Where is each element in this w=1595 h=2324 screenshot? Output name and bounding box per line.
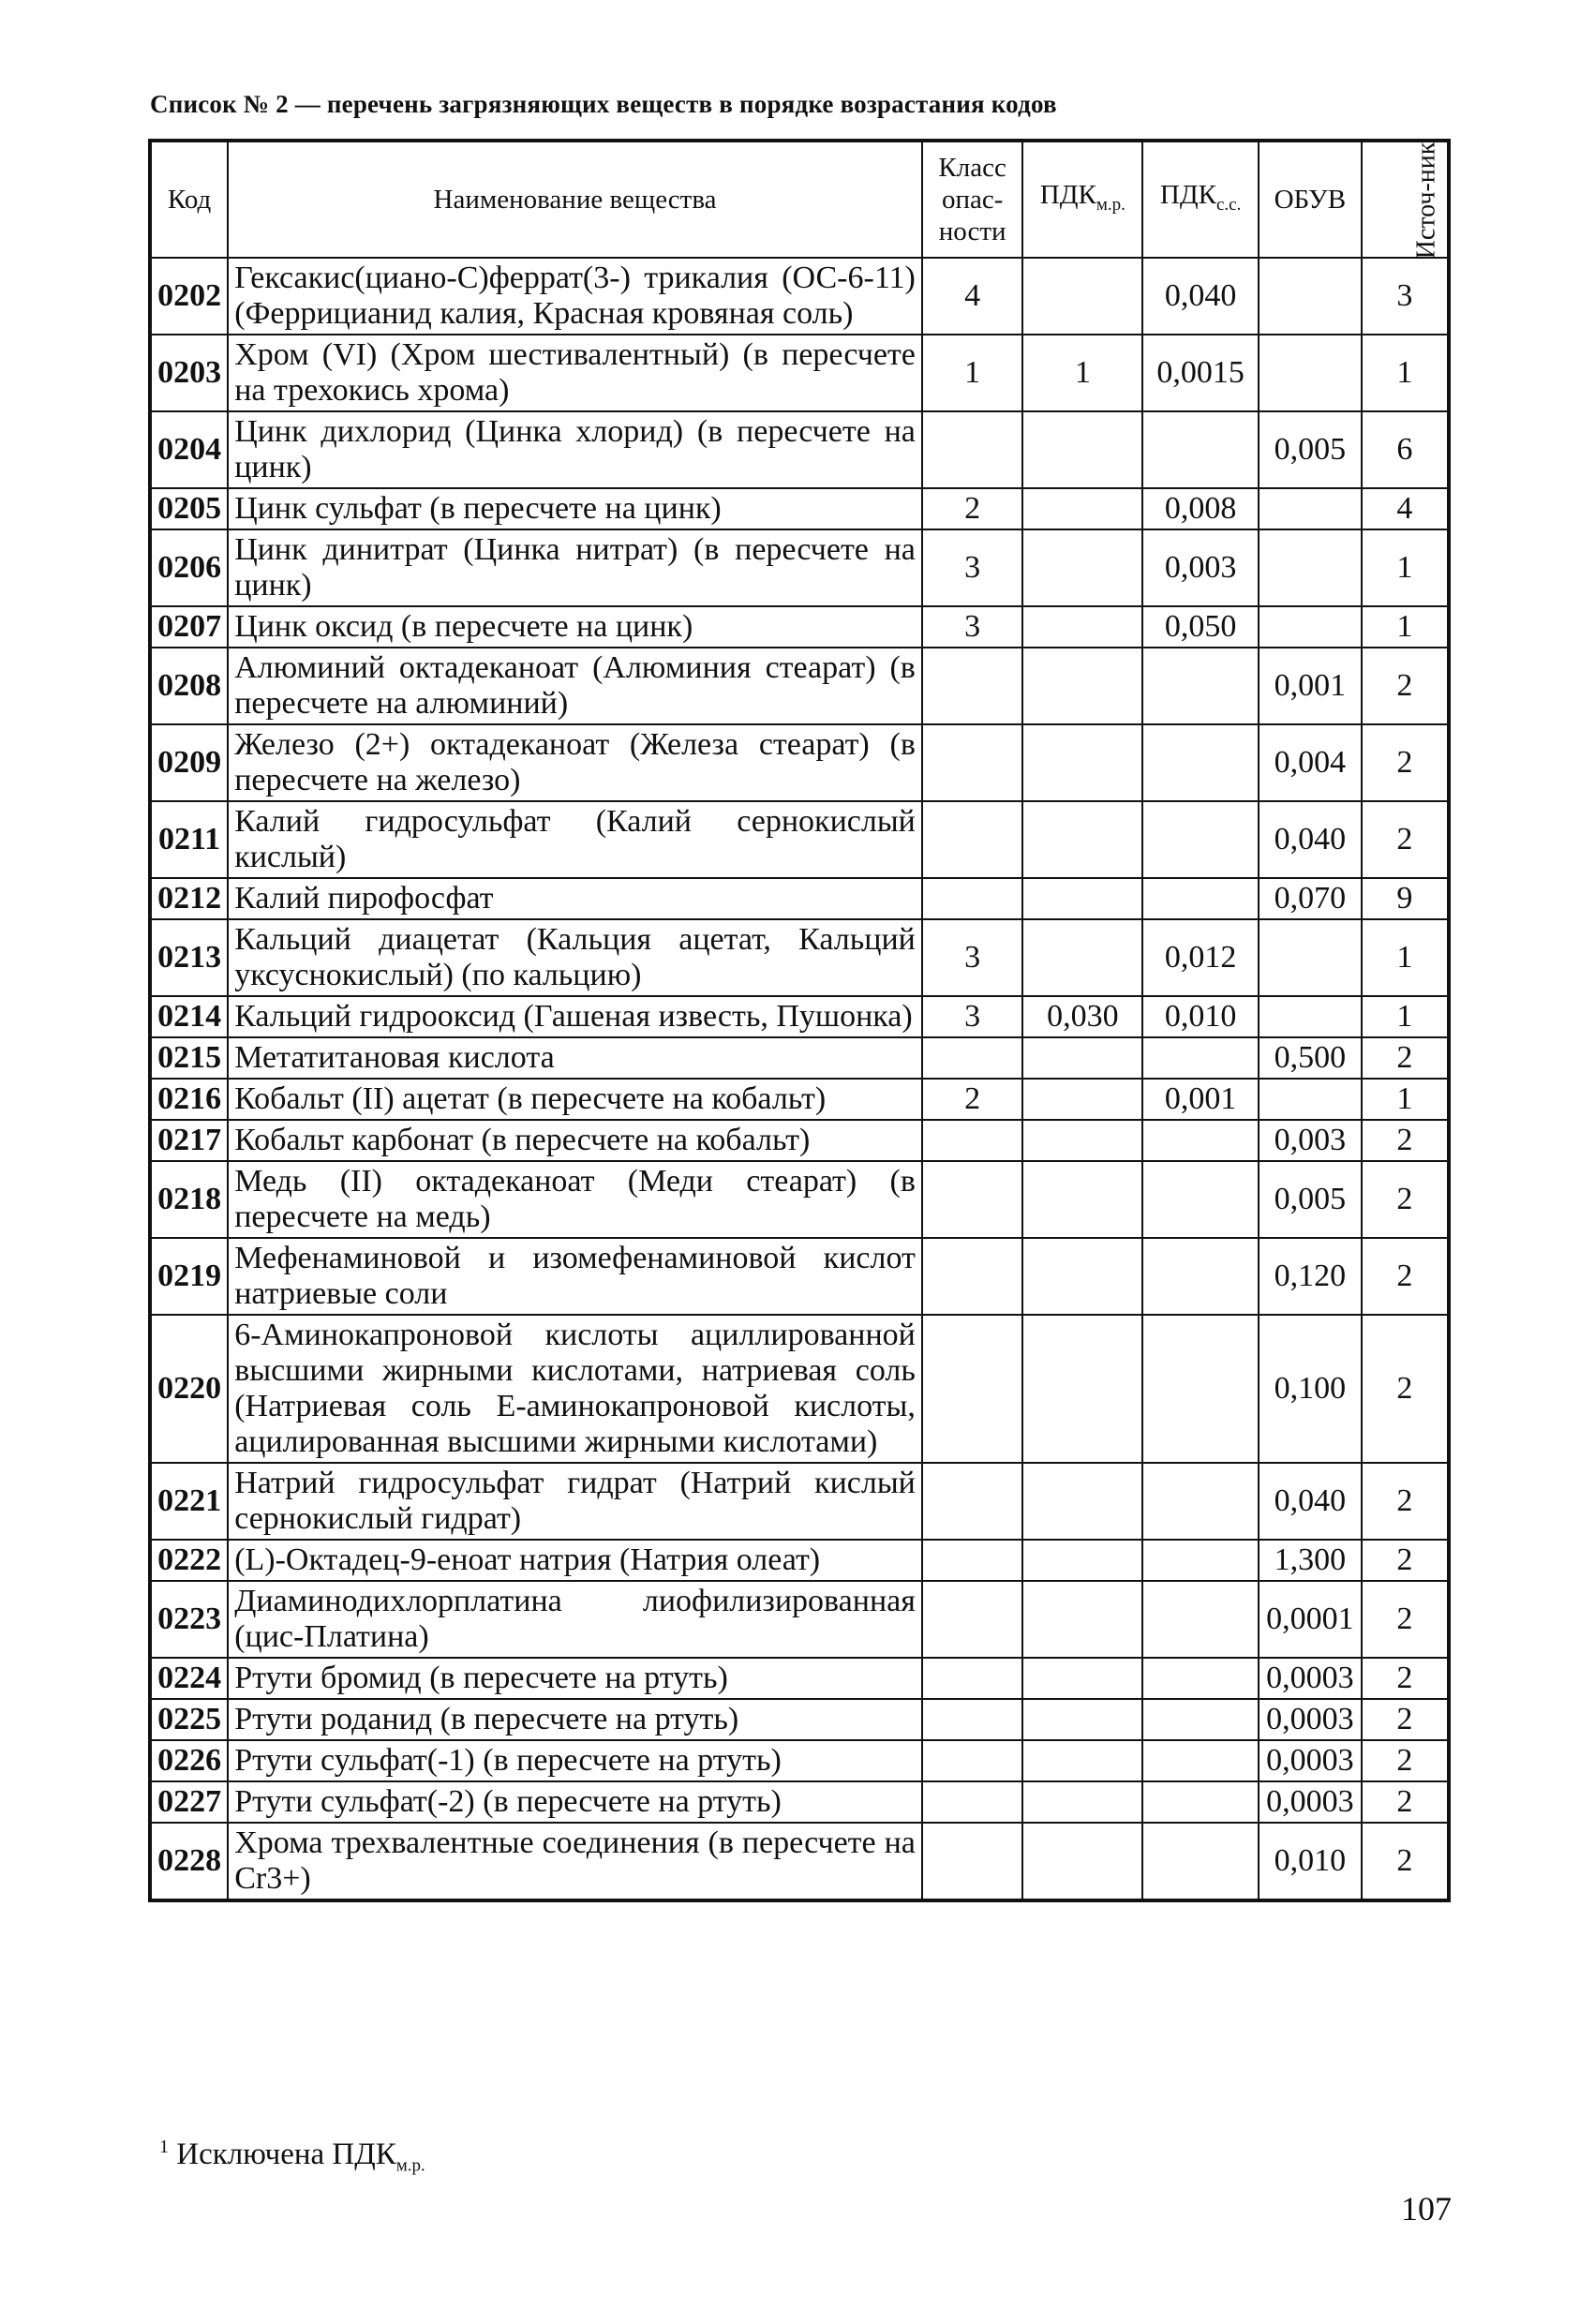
table-row	[150, 1037, 1449, 1079]
row-source: 1	[1362, 1079, 1449, 1120]
row-pdk-ss: 0,001	[1142, 1079, 1259, 1120]
row-obuv	[1259, 488, 1362, 529]
row-name: Калий пирофосфат	[228, 878, 922, 919]
row-source: 2	[1362, 1658, 1449, 1699]
row-hazard-class	[922, 878, 1023, 919]
table-row	[150, 878, 1449, 919]
row-pdk-ss: 0,040	[1142, 258, 1259, 335]
row-name: Ртути сульфат(-1) (в пересчете на ртуть)	[228, 1740, 922, 1781]
row-name: Кальций диацетат (Кальция ацетат, Кальций уксуснокислый) (по кальцию)	[228, 919, 922, 996]
row-pdk-mr	[1022, 258, 1142, 335]
row-name: Гексакис(циано-С)феррат(3-) трикалия (ОС-6-11) (Феррицианид калия, Красная кровяная соль)	[228, 258, 922, 335]
row-name: Натрий гидросульфат гидрат (Натрий кислый сернокислый гидрат)	[228, 1463, 922, 1540]
row-code: 0205	[150, 488, 228, 529]
footnote-mark: 1	[159, 2137, 169, 2157]
row-code: 0223	[150, 1581, 228, 1658]
row-pdk-ss: 0,050	[1142, 606, 1259, 648]
row-code: 0209	[150, 724, 228, 801]
row-hazard-class	[922, 1658, 1023, 1699]
row-obuv: 0,0003	[1259, 1699, 1362, 1740]
row-pdk-ss	[1142, 1699, 1259, 1740]
row-name: Кобальт карбонат (в пересчете на кобальт)	[228, 1120, 922, 1161]
table-row	[150, 1079, 1449, 1120]
row-pdk-mr: 0,030	[1022, 996, 1142, 1037]
row-pdk-mr	[1022, 529, 1142, 606]
header-pdk-ss-sub: с.с.	[1216, 194, 1242, 215]
row-pdk-ss	[1142, 801, 1259, 878]
row-code: 0220	[150, 1315, 228, 1463]
row-obuv: 0,100	[1259, 1315, 1362, 1463]
row-name: Метатитановая кислота	[228, 1037, 922, 1079]
table-row	[150, 1699, 1449, 1740]
row-obuv	[1259, 996, 1362, 1037]
row-name: Цинк дихлорид (Цинка хлорид) (в пересчете на цинк)	[228, 411, 922, 488]
table-row	[150, 1120, 1449, 1161]
row-pdk-ss	[1142, 1658, 1259, 1699]
row-code: 0214	[150, 996, 228, 1037]
row-source: 2	[1362, 1161, 1449, 1238]
row-hazard-class	[922, 1315, 1023, 1463]
row-obuv: 0,005	[1259, 411, 1362, 488]
table-row	[150, 411, 1449, 488]
row-pdk-ss	[1142, 1120, 1259, 1161]
row-source: 1	[1362, 996, 1449, 1037]
row-name: Диаминодихлорплатина лиофилизированная (цис-Платина)	[228, 1581, 922, 1658]
row-code: 0221	[150, 1463, 228, 1540]
row-source: 2	[1362, 724, 1449, 801]
table-row	[150, 919, 1449, 996]
row-hazard-class: 2	[922, 1079, 1023, 1120]
table-row	[150, 1740, 1449, 1781]
row-pdk-ss	[1142, 1581, 1259, 1658]
row-name: Медь (II) октадеканоат (Меди стеарат) (в пересчете на медь)	[228, 1161, 922, 1238]
row-code: 0227	[150, 1781, 228, 1823]
table-row	[150, 529, 1449, 606]
footnote-sub: м.р.	[395, 2155, 425, 2176]
row-name: Кальций гидрооксид (Гашеная известь, Пушонка)	[228, 996, 922, 1037]
row-name: Ртути роданид (в пересчете на ртуть)	[228, 1699, 922, 1740]
row-obuv	[1259, 919, 1362, 996]
row-pdk-mr	[1022, 1740, 1142, 1781]
row-pdk-ss	[1142, 1161, 1259, 1238]
row-pdk-ss	[1142, 411, 1259, 488]
row-obuv: 0,0003	[1259, 1781, 1362, 1823]
header-hazard-class	[922, 141, 1023, 258]
row-hazard-class	[922, 411, 1023, 488]
row-code: 0211	[150, 801, 228, 878]
row-pdk-mr	[1022, 724, 1142, 801]
row-name: Кобальт (II) ацетат (в пересчете на кобальт)	[228, 1079, 922, 1120]
substances-table	[148, 139, 1451, 1902]
row-pdk-ss	[1142, 1740, 1259, 1781]
row-hazard-class: 1	[922, 335, 1023, 411]
row-hazard-class	[922, 724, 1023, 801]
table-row	[150, 1581, 1449, 1658]
row-hazard-class	[922, 801, 1023, 878]
table-row	[150, 996, 1449, 1037]
row-name: Калий гидросульфат (Калий сернокислый кислый)	[228, 801, 922, 878]
row-pdk-mr	[1022, 1238, 1142, 1315]
row-code: 0228	[150, 1823, 228, 1900]
row-hazard-class	[922, 1699, 1023, 1740]
row-source: 2	[1362, 648, 1449, 724]
row-pdk-mr	[1022, 878, 1142, 919]
row-obuv	[1259, 529, 1362, 606]
row-source: 2	[1362, 1315, 1449, 1463]
row-source: 6	[1362, 411, 1449, 488]
row-name: Алюминий октадеканоат (Алюминия стеарат) (в пересчете на алюминий)	[228, 648, 922, 724]
row-hazard-class: 2	[922, 488, 1023, 529]
row-source: 2	[1362, 801, 1449, 878]
row-name: Хром (VI) (Хром шестивалентный) (в пересчете на трехокись хрома)	[228, 335, 922, 411]
row-pdk-mr	[1022, 1781, 1142, 1823]
row-code: 0225	[150, 1699, 228, 1740]
row-pdk-mr	[1022, 411, 1142, 488]
row-source: 2	[1362, 1037, 1449, 1079]
row-pdk-ss	[1142, 1463, 1259, 1540]
row-pdk-ss: 0,0015	[1142, 335, 1259, 411]
row-pdk-ss	[1142, 648, 1259, 724]
table-row	[150, 488, 1449, 529]
row-obuv: 0,120	[1259, 1238, 1362, 1315]
row-hazard-class	[922, 1238, 1023, 1315]
row-hazard-class: 3	[922, 996, 1023, 1037]
row-obuv: 1,300	[1259, 1540, 1362, 1581]
row-source: 2	[1362, 1781, 1449, 1823]
row-code: 0206	[150, 529, 228, 606]
row-code: 0217	[150, 1120, 228, 1161]
row-name: Цинк сульфат (в пересчете на цинк)	[228, 488, 922, 529]
header-pdk-ss	[1142, 141, 1259, 258]
row-code: 0216	[150, 1079, 228, 1120]
header-obuv: ОБУВ	[1259, 141, 1362, 258]
row-hazard-class: 3	[922, 919, 1023, 996]
row-code: 0202	[150, 258, 228, 335]
row-obuv	[1259, 258, 1362, 335]
table-row	[150, 1540, 1449, 1581]
row-obuv: 0,003	[1259, 1120, 1362, 1161]
header-source-label: Источ-ник	[1411, 142, 1441, 260]
header-hazard-class-line1: Класс	[938, 153, 1006, 183]
row-pdk-mr	[1022, 1079, 1142, 1120]
row-source: 9	[1362, 878, 1449, 919]
row-hazard-class	[922, 1540, 1023, 1581]
row-obuv: 0,040	[1259, 1463, 1362, 1540]
row-code: 0218	[150, 1161, 228, 1238]
header-pdk-mr-label: ПДК	[1039, 179, 1096, 210]
row-pdk-mr	[1022, 1463, 1142, 1540]
header-pdk-mr-sub: м.р.	[1096, 194, 1125, 215]
table-header-row	[150, 141, 1449, 258]
row-name: Ртути сульфат(-2) (в пересчете на ртуть)	[228, 1781, 922, 1823]
row-pdk-mr	[1022, 488, 1142, 529]
row-hazard-class: 4	[922, 258, 1023, 335]
header-name: Наименование вещества	[228, 141, 922, 258]
row-pdk-ss	[1142, 1315, 1259, 1463]
row-pdk-ss: 0,010	[1142, 996, 1259, 1037]
row-code: 0204	[150, 411, 228, 488]
row-obuv	[1259, 335, 1362, 411]
row-pdk-mr	[1022, 1315, 1142, 1463]
header-pdk-ss-label: ПДК	[1159, 179, 1216, 210]
row-code: 0224	[150, 1658, 228, 1699]
row-pdk-mr	[1022, 1540, 1142, 1581]
row-hazard-class	[922, 1581, 1023, 1658]
row-name: Ртути бромид (в пересчете на ртуть)	[228, 1658, 922, 1699]
table-row	[150, 648, 1449, 724]
page-number: 107	[1401, 2190, 1452, 2227]
table-row	[150, 335, 1449, 411]
table-body	[150, 258, 1449, 1900]
page-title: Список № 2 — перечень загрязняющих веществ в порядке возрастания кодов	[150, 90, 1057, 118]
table-row	[150, 1463, 1449, 1540]
row-code: 0215	[150, 1037, 228, 1079]
row-pdk-mr	[1022, 1037, 1142, 1079]
row-source: 1	[1362, 529, 1449, 606]
row-hazard-class	[922, 1823, 1023, 1900]
row-pdk-ss	[1142, 1540, 1259, 1581]
row-obuv: 0,004	[1259, 724, 1362, 801]
row-code: 0213	[150, 919, 228, 996]
row-name: Цинк динитрат (Цинка нитрат) (в пересчете на цинк)	[228, 529, 922, 606]
row-source: 2	[1362, 1238, 1449, 1315]
table-row	[150, 1161, 1449, 1238]
row-pdk-mr	[1022, 606, 1142, 648]
row-name: 6-Аминокапроновой кислоты ациллированной высшими жирными кислотами, натриевая соль (Натриевая соль Е-аминокапроновой кислоты, ацилированная высшими жирными кислотами)	[228, 1315, 922, 1463]
row-pdk-ss	[1142, 1781, 1259, 1823]
row-obuv	[1259, 606, 1362, 648]
row-pdk-ss: 0,008	[1142, 488, 1259, 529]
table-row	[150, 801, 1449, 878]
header-code: Код	[150, 141, 228, 258]
table-row	[150, 606, 1449, 648]
row-source: 2	[1362, 1823, 1449, 1900]
row-hazard-class	[922, 1463, 1023, 1540]
table-row	[150, 1658, 1449, 1699]
row-pdk-ss	[1142, 878, 1259, 919]
header-hazard-class-line3: ности	[938, 216, 1006, 246]
row-pdk-mr	[1022, 801, 1142, 878]
row-source: 2	[1362, 1540, 1449, 1581]
row-pdk-ss	[1142, 724, 1259, 801]
row-name: (L)-Октадец-9-еноат натрия (Натрия олеат)	[228, 1540, 922, 1581]
row-hazard-class	[922, 1120, 1023, 1161]
header-source	[1362, 141, 1449, 258]
row-pdk-mr: 1	[1022, 335, 1142, 411]
row-obuv: 0,070	[1259, 878, 1362, 919]
row-pdk-mr	[1022, 1161, 1142, 1238]
row-hazard-class	[922, 1740, 1023, 1781]
row-pdk-mr	[1022, 1658, 1142, 1699]
row-source: 1	[1362, 606, 1449, 648]
row-pdk-ss	[1142, 1037, 1259, 1079]
row-source: 2	[1362, 1581, 1449, 1658]
row-pdk-ss	[1142, 1238, 1259, 1315]
row-pdk-ss: 0,012	[1142, 919, 1259, 996]
table-row	[150, 1238, 1449, 1315]
row-obuv: 0,500	[1259, 1037, 1362, 1079]
row-hazard-class: 3	[922, 529, 1023, 606]
row-source: 2	[1362, 1463, 1449, 1540]
row-pdk-mr	[1022, 1823, 1142, 1900]
row-pdk-mr	[1022, 919, 1142, 996]
row-hazard-class	[922, 1037, 1023, 1079]
row-obuv: 0,0003	[1259, 1740, 1362, 1781]
row-source: 2	[1362, 1740, 1449, 1781]
row-obuv: 0,010	[1259, 1823, 1362, 1900]
row-name: Хрома трехвалентные соединения (в пересчете на Cr3+)	[228, 1823, 922, 1900]
row-code: 0208	[150, 648, 228, 724]
row-code: 0219	[150, 1238, 228, 1315]
row-pdk-mr	[1022, 648, 1142, 724]
row-pdk-ss: 0,003	[1142, 529, 1259, 606]
row-code: 0207	[150, 606, 228, 648]
header-hazard-class-line2: опас-	[941, 185, 1004, 215]
row-source: 1	[1362, 335, 1449, 411]
row-obuv: 0,040	[1259, 801, 1362, 878]
row-pdk-mr	[1022, 1120, 1142, 1161]
row-obuv: 0,005	[1259, 1161, 1362, 1238]
table-row	[150, 1823, 1449, 1900]
row-source: 2	[1362, 1699, 1449, 1740]
row-name: Железо (2+) октадеканоат (Железа стеарат) (в пересчете на железо)	[228, 724, 922, 801]
row-source: 3	[1362, 258, 1449, 335]
row-hazard-class	[922, 1161, 1023, 1238]
table-row	[150, 258, 1449, 335]
row-obuv: 0,0001	[1259, 1581, 1362, 1658]
row-pdk-mr	[1022, 1699, 1142, 1740]
row-hazard-class	[922, 648, 1023, 724]
footnote-text: Исключена ПДК	[176, 2138, 396, 2171]
row-name: Мефенаминовой и изомефенаминовой кислот натриевые соли	[228, 1238, 922, 1315]
footnote	[159, 2137, 425, 2177]
table-row	[150, 1315, 1449, 1463]
row-hazard-class	[922, 1781, 1023, 1823]
row-code: 0226	[150, 1740, 228, 1781]
row-obuv	[1259, 1079, 1362, 1120]
row-pdk-ss	[1142, 1823, 1259, 1900]
table-row	[150, 724, 1449, 801]
header-pdk-mr	[1022, 141, 1142, 258]
row-code: 0222	[150, 1540, 228, 1581]
row-source: 1	[1362, 919, 1449, 996]
row-source: 2	[1362, 1120, 1449, 1161]
row-code: 0212	[150, 878, 228, 919]
row-hazard-class: 3	[922, 606, 1023, 648]
row-obuv: 0,001	[1259, 648, 1362, 724]
row-source: 4	[1362, 488, 1449, 529]
row-code: 0203	[150, 335, 228, 411]
row-name: Цинк оксид (в пересчете на цинк)	[228, 606, 922, 648]
row-obuv: 0,0003	[1259, 1658, 1362, 1699]
row-pdk-mr	[1022, 1581, 1142, 1658]
table-row	[150, 1781, 1449, 1823]
